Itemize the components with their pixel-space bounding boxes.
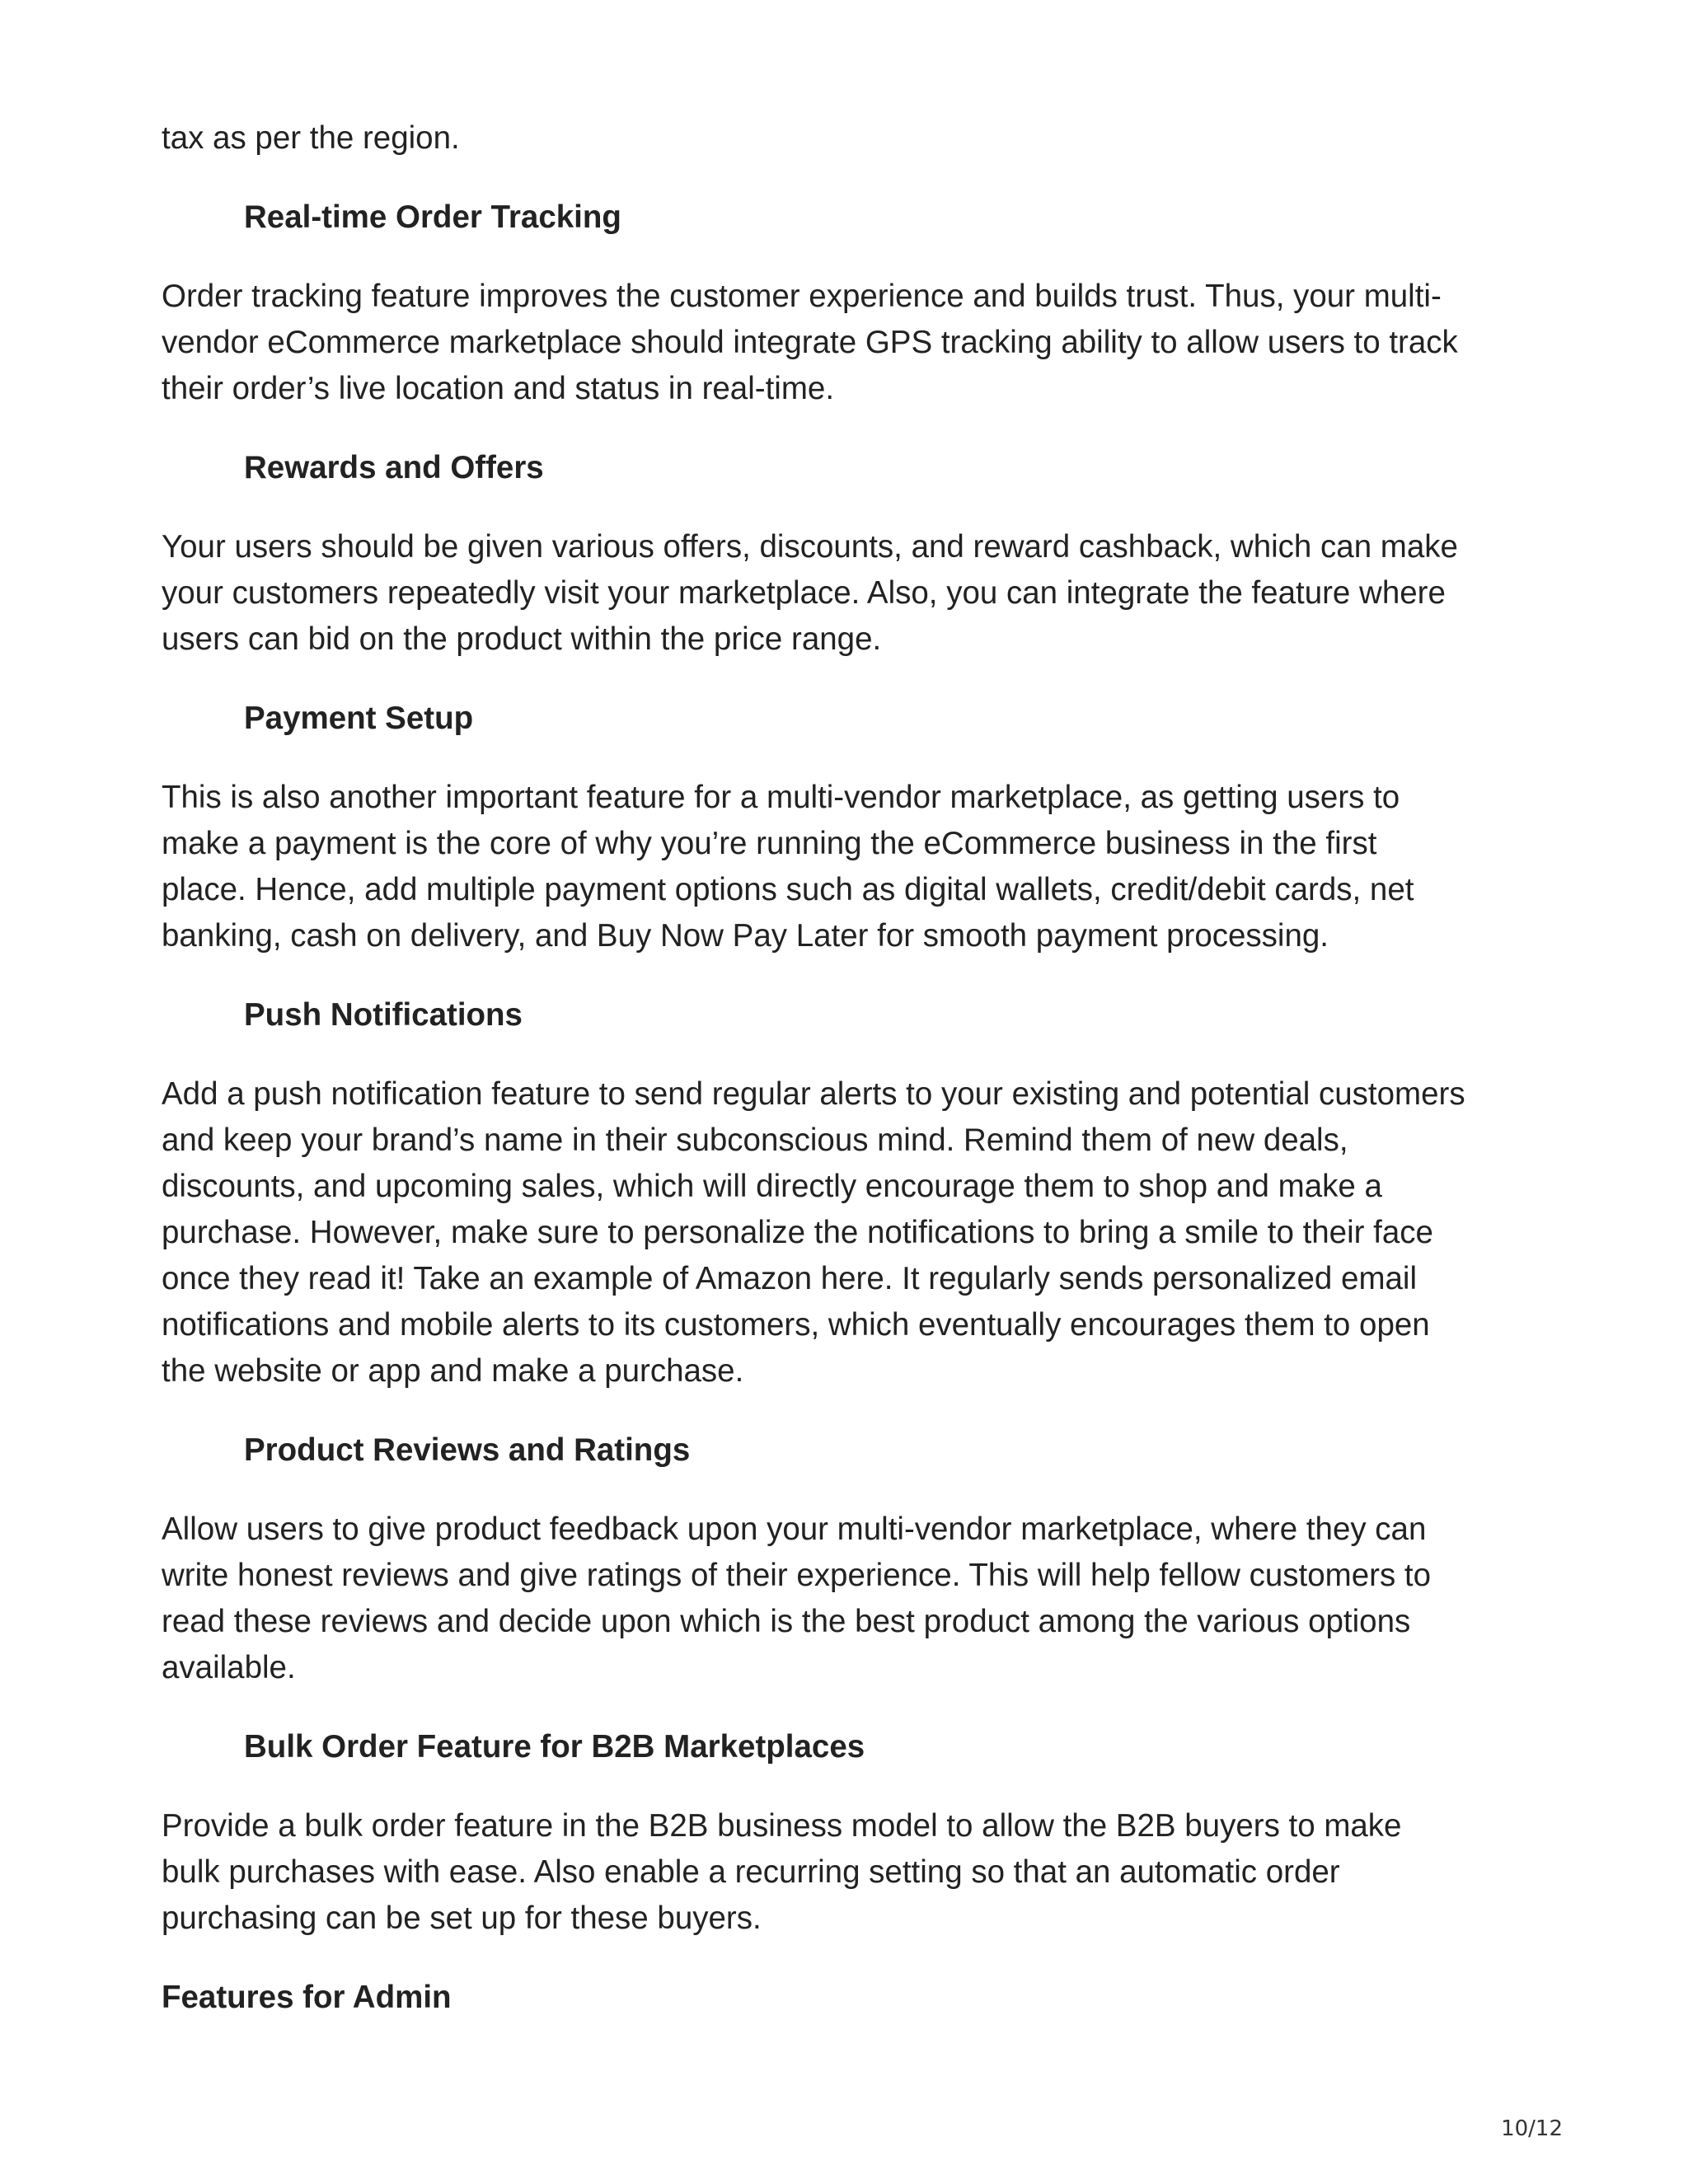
paragraph-line: purchase. However, make sure to personalize the notifications to bring a smile to their face [162, 1215, 1433, 1250]
page-number: 10/12 [1501, 2116, 1563, 2141]
section-heading-bulk-order: Bulk Order Feature for B2B Marketplaces [244, 1729, 865, 1765]
section-heading-push-notifications: Push Notifications [244, 997, 523, 1033]
section-heading-rewards: Rewards and Offers [244, 450, 544, 485]
section-paragraph-push-notifications [162, 1071, 1530, 1394]
paragraph-line: once they read it! Take an example of Amazon here. It regularly sends personalized email [162, 1261, 1418, 1296]
page-content [162, 115, 1530, 2021]
paragraph-line: tax as per the region. [162, 120, 460, 156]
paragraph-line: discounts, and upcoming sales, which will directly encourage them to shop and make a [162, 1169, 1382, 1204]
section-heading-features-for-admin: Features for Admin [162, 1980, 452, 2015]
paragraph-line: the website or app and make a purchase. [162, 1353, 744, 1389]
paragraph-line: read these reviews and decide upon which is the best product among the various options [162, 1604, 1411, 1639]
paragraph-line: purchasing can be set up for these buyers. [162, 1900, 762, 1936]
paragraph-line: your customers repeatedly visit your marketplace. Also, you can integrate the feature where [162, 575, 1446, 611]
paragraph-line: Provide a bulk order feature in the B2B business model to allow the B2B buyers to make [162, 1808, 1402, 1844]
intro-paragraph [162, 115, 1530, 162]
paragraph-line: make a payment is the core of why you’re running the eCommerce business in the first [162, 826, 1377, 861]
paragraph-line: write honest reviews and give ratings of their experience. This will help fellow customers to [162, 1558, 1431, 1593]
paragraph-line: bulk purchases with ease. Also enable a recurring setting so that an automatic order [162, 1854, 1340, 1890]
paragraph-line: This is also another important feature for a multi-vendor marketplace, as getting users to [162, 780, 1400, 815]
paragraph-line: their order’s live location and status in real-time. [162, 371, 835, 406]
paragraph-line: place. Hence, add multiple payment options such as digital wallets, credit/debit cards, net [162, 872, 1414, 907]
section-paragraph-order-tracking [162, 274, 1530, 412]
section-heading-order-tracking: Real-time Order Tracking [244, 199, 621, 235]
section-paragraph-bulk-order [162, 1803, 1530, 1942]
section-heading-reviews-ratings: Product Reviews and Ratings [244, 1432, 691, 1468]
section-heading-payment-setup: Payment Setup [244, 701, 474, 736]
paragraph-line: Add a push notification feature to send regular alerts to your existing and potential customers [162, 1076, 1465, 1112]
paragraph-line: Order tracking feature improves the customer experience and builds trust. Thus, your multi- [162, 279, 1442, 314]
paragraph-line: notifications and mobile alerts to its customers, which eventually encourages them to open [162, 1307, 1430, 1343]
section-paragraph-payment-setup [162, 775, 1530, 959]
section-paragraph-reviews-ratings [162, 1507, 1530, 1691]
paragraph-line: banking, cash on delivery, and Buy Now Pay Later for smooth payment processing. [162, 918, 1329, 954]
paragraph-line: Allow users to give product feedback upon your multi-vendor marketplace, where they can [162, 1511, 1427, 1547]
paragraph-line: vendor eCommerce marketplace should integrate GPS tracking ability to allow users to track [162, 325, 1458, 360]
paragraph-line: users can bid on the product within the price range. [162, 621, 882, 657]
paragraph-line: and keep your brand’s name in their subconscious mind. Remind them of new deals, [162, 1122, 1348, 1158]
paragraph-line: Your users should be given various offers, discounts, and reward cashback, which can make [162, 529, 1458, 565]
paragraph-line: available. [162, 1650, 296, 1685]
section-paragraph-rewards [162, 524, 1530, 663]
